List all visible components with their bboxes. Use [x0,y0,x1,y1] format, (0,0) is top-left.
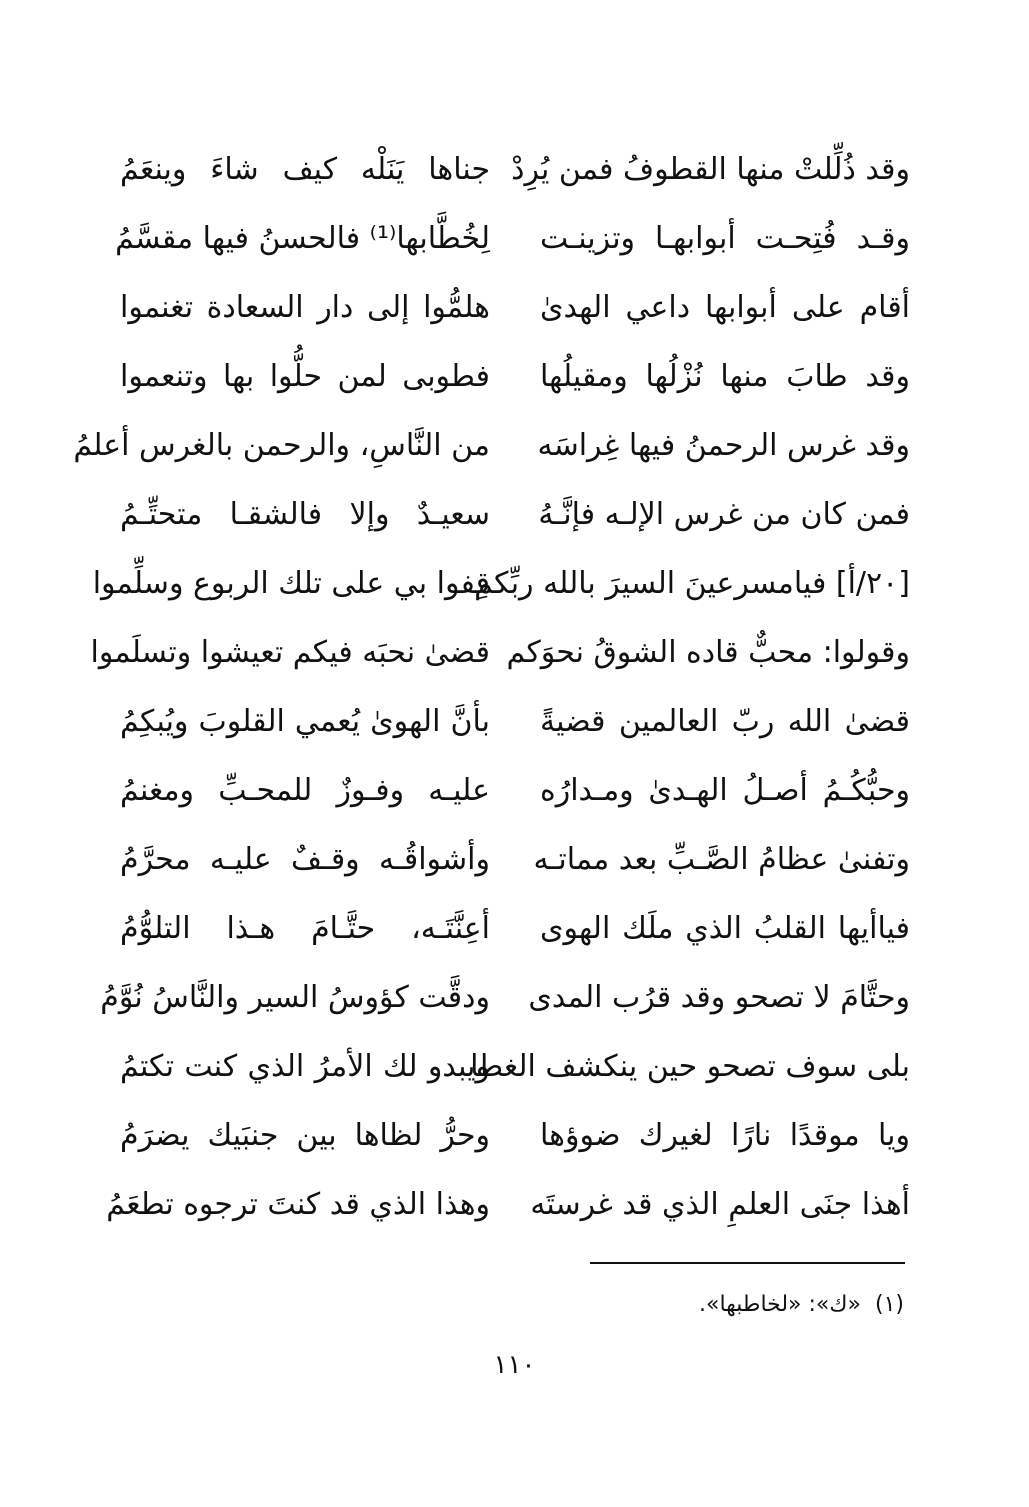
first-hemistich: فياأيها القلبُ الذي ملَك الهوى [540,910,910,946]
first-hemistich: وقد ذُلِّلتْ منها القطوفُ فمن يُرِدْ [511,151,910,187]
second-hemistich: من النَّاسِ، والرحمن بالغرس أعلمُ [73,427,490,463]
footnote-number: (١) [874,1292,904,1317]
second-hemistich: وأشواقُـه وقـفٌ عليـه محرَّمُ [120,841,490,877]
footnote-divider [590,1262,905,1264]
footnote [404,1290,904,1320]
first-hemistich: وقـد فُتِحـت أبوابهـا وتزينـت [540,220,910,256]
verse [120,894,910,963]
second-hemistich: قِفوا بي على تلك الربوع وسلِّموا [92,565,490,601]
first-hemistich: بلى سوف تصحو حين ينكشف الغطا [470,1048,910,1084]
second-hemistich: فطوبى لمن حلُّوا بها وتنعموا [120,358,490,394]
verse [120,273,910,342]
verse [120,687,910,756]
second-hemistich: وحرُّ لظاها بين جنبَيك يضرَمُ [120,1117,490,1153]
first-hemistich: وقد طابَ منها نُزْلُها ومقيلُها [540,358,910,394]
verse [90,618,910,687]
second-hemistich: قضىٰ نحبَه فيكم تعيشوا وتسلَموا [90,634,490,670]
verse [120,480,910,549]
second-hemistich: جناها يَنَلْه كيف شاءَ وينعَمُ [120,151,490,187]
second-hemistich: لِخُطَّابها⁽¹⁾ فالحسنُ فيها مقسَّمُ [115,220,490,256]
first-hemistich: وقد غرس الرحمنُ فيها غِراسَه [537,427,910,463]
poem [73,135,910,1239]
second-hemistich: بأنَّ الهوىٰ يُعمي القلوبَ ويُبكِمُ [120,703,490,739]
first-hemistich: وتفنىٰ عظامُ الصَّـبِّ بعد مماتـه [533,841,910,877]
verse [106,1170,910,1239]
page-number: ١١٠ [493,1350,536,1380]
verse [115,204,910,273]
second-hemistich: ويبدو لك الأمرُ الذي كنت تكتمُ [120,1048,490,1084]
verse [120,1101,910,1170]
second-hemistich: هلمُّوا إلى دار السعادة تغنموا [120,289,490,325]
second-hemistich: سعيـدٌ وإلا فالشقـا متحتِّـمُ [120,496,490,532]
verse [120,756,910,825]
verse [120,1032,910,1101]
first-hemistich: فمن كان من غرس الإلـه فإنَّـهُ [538,496,910,532]
verse [120,135,910,204]
footnote-text: «ك»: «لخاطبها». [699,1292,861,1317]
verse [73,411,910,480]
first-hemistich: قضىٰ الله ربّ العالمين قضيةً [540,703,910,739]
first-hemistich: أهذا جنَى العلمِ الذي قد غرستَه [530,1186,910,1222]
first-hemistich: [٢٠/أ] فيامسرعينَ السيرَ بالله ربِّكم [474,565,910,601]
second-hemistich: وهذا الذي قد كنتَ ترجوه تطعَمُ [106,1186,490,1222]
first-hemistich: ويا موقدًا نارًا لغيرك ضوؤها [540,1117,910,1153]
second-hemistich: ودقَّت كؤوسُ السير والنَّاسُ نُوَّمُ [100,979,490,1015]
verse [120,342,910,411]
first-hemistich: وحتَّامَ لا تصحو وقد قرُب المدى [528,979,910,1015]
verse [92,549,910,618]
first-hemistich: أقام على أبوابها داعي الهدىٰ [540,289,910,325]
second-hemistich: عليـه وفـوزٌ للمحـبِّ ومغنمُ [120,772,490,808]
first-hemistich: وقولوا: محبٌّ قاده الشوقُ نحوَكم [506,634,910,670]
first-hemistich: وحبُّكُـمُ أصـلُ الهـدىٰ ومـدارُه [540,772,910,808]
verse [100,963,910,1032]
second-hemistich: أعِنَّتَـه، حتَّـامَ هـذا التلوُّمُ [120,910,490,946]
verse [120,825,910,894]
